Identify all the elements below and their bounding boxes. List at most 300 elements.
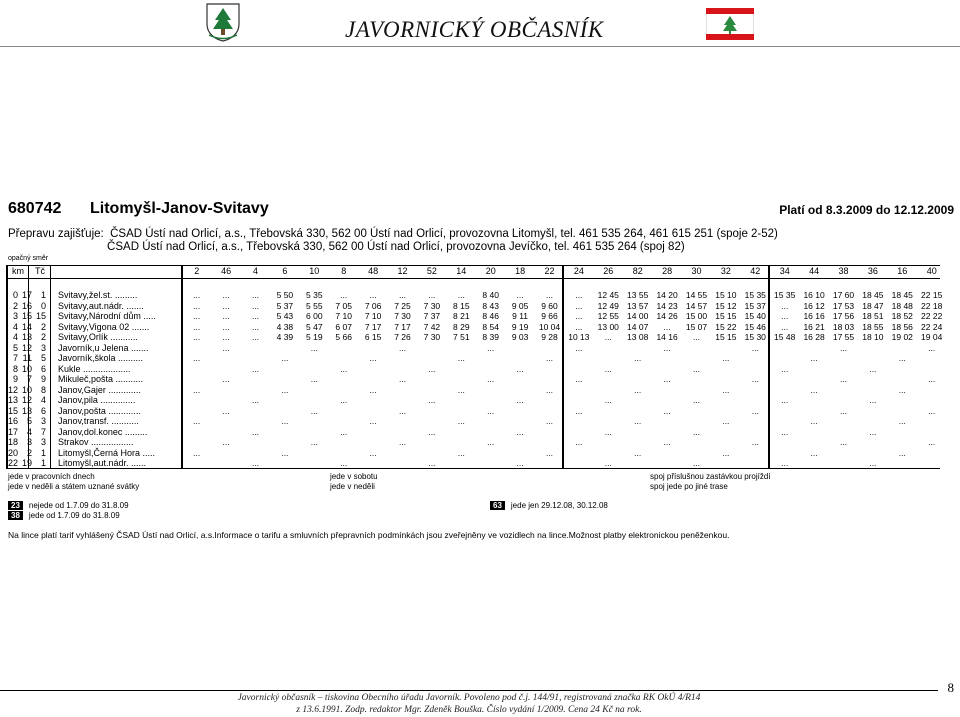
departure-time: 7 10 bbox=[364, 311, 382, 321]
stop-tc: 3 bbox=[40, 437, 46, 447]
departure-time: ... bbox=[193, 353, 201, 363]
departure-time: ... bbox=[869, 458, 877, 468]
departure-time: ... bbox=[222, 290, 230, 300]
stop-name: Janov,dol.konec ......... bbox=[58, 426, 148, 437]
trip-number: 14 bbox=[456, 266, 467, 276]
stop-km: 18 bbox=[7, 437, 18, 447]
departure-time: ... bbox=[222, 437, 230, 447]
departure-time: ... bbox=[428, 458, 436, 468]
departure-time: 16 10 bbox=[803, 290, 825, 300]
trip-number: 82 bbox=[632, 266, 643, 276]
departure-time: 4 39 bbox=[276, 332, 294, 342]
stop-tc: 8 bbox=[40, 384, 46, 395]
departure-time: ... bbox=[663, 374, 671, 384]
departure-time: ... bbox=[222, 321, 230, 332]
stop-km: 4 bbox=[12, 332, 18, 342]
stop-km: 20 bbox=[7, 447, 18, 458]
departure-time: ... bbox=[781, 321, 789, 332]
stop-rkm: 2 bbox=[26, 447, 32, 458]
departure-time: ... bbox=[428, 395, 436, 405]
stop-rkm: 11 bbox=[22, 353, 32, 363]
departure-time: ... bbox=[398, 290, 407, 300]
departure-time: 14 23 bbox=[656, 300, 678, 311]
stop-tc: 15 bbox=[35, 311, 46, 321]
departure-time: 7 26 bbox=[394, 332, 411, 342]
departure-time: 7 17 bbox=[394, 321, 411, 332]
flag-icon bbox=[706, 8, 754, 40]
departure-time: 17 60 bbox=[832, 290, 855, 300]
departure-time: 9 28 bbox=[541, 332, 558, 342]
departure-time: ... bbox=[545, 290, 554, 300]
departure-time: ... bbox=[692, 426, 701, 437]
departure-time: 5 37 bbox=[276, 300, 294, 311]
tariff-note: Na lince platí tarif vyhlášený ČSAD Ústí nad Orlicí, a.s.Informace o tarifu a smluvních přepravních podmínkách jsou zveřejněny ve vozidlech na lince.Možnost platby elektronickou peněženkou. bbox=[8, 530, 730, 540]
departure-time: ... bbox=[193, 384, 201, 395]
stop-tc: 9 bbox=[40, 374, 46, 384]
departure-time: 17 53 bbox=[832, 300, 855, 311]
departure-time: 5 55 bbox=[306, 300, 323, 311]
departure-time: ... bbox=[722, 416, 730, 426]
stop-tc: 7 bbox=[40, 426, 46, 437]
departure-time: 22 22 bbox=[921, 311, 943, 321]
departure-time: 18 52 bbox=[891, 311, 913, 321]
legend-sundays-holidays: jede v neděli a státem uznané svátky bbox=[8, 481, 140, 491]
departure-time: ... bbox=[604, 426, 612, 437]
departure-time: ... bbox=[545, 447, 554, 458]
departure-time: 18 48 bbox=[891, 300, 913, 311]
departure-time: ... bbox=[898, 447, 906, 458]
departure-time: 13 57 bbox=[627, 300, 649, 311]
legend-passes-stop: spoj příslušnou zastávkou projíždí bbox=[650, 472, 771, 481]
footer bbox=[0, 692, 938, 716]
departure-time: 15 35 bbox=[744, 290, 766, 300]
carrier-line-2: ČSAD Ústí nad Orlicí, a.s., Třebovská 330, 562 00 Ústí nad Orlicí, provozovna Jevíčko, tel. 461 535 264 (spoj 82) bbox=[8, 240, 685, 253]
departure-time: 6 07 bbox=[335, 321, 352, 332]
timetable-grid bbox=[6, 265, 943, 469]
departure-time: ... bbox=[222, 332, 230, 342]
departure-time: ... bbox=[781, 395, 789, 405]
departure-time: 7 06 bbox=[364, 300, 382, 311]
departure-time: ... bbox=[839, 342, 848, 353]
departure-time: 15 00 bbox=[685, 311, 708, 321]
stop-rkm: 10 bbox=[21, 384, 32, 395]
departure-time: 10 04 bbox=[538, 321, 561, 332]
departure-time: 13 55 bbox=[627, 290, 649, 300]
timetable-row bbox=[6, 395, 940, 406]
timetable-row bbox=[6, 364, 940, 375]
departure-time: 22 15 bbox=[921, 290, 943, 300]
trip-number: 20 bbox=[485, 266, 496, 276]
trip-number: 26 bbox=[603, 266, 614, 276]
stop-tc: 0 bbox=[40, 300, 46, 311]
departure-time: 5 50 bbox=[276, 290, 294, 300]
departure-time: ... bbox=[575, 311, 583, 321]
departure-time: ... bbox=[751, 374, 759, 384]
departure-time: ... bbox=[340, 363, 348, 374]
legend-sunday: jede v neděli bbox=[330, 481, 375, 491]
trip-number: 28 bbox=[662, 266, 673, 276]
stop-name: Janov,pila .............. bbox=[58, 395, 136, 405]
departure-time: 5 43 bbox=[276, 311, 294, 321]
stop-tc: 4 bbox=[40, 395, 46, 405]
departure-time: ... bbox=[634, 353, 642, 363]
departure-time: 18 10 bbox=[862, 332, 884, 342]
masthead-title: JAVORNICKÝ OBČASNÍK bbox=[345, 17, 604, 42]
departure-time: ... bbox=[428, 290, 436, 300]
departure-time: ... bbox=[751, 342, 759, 353]
trip-number: 10 bbox=[309, 266, 320, 276]
departure-time: ... bbox=[193, 321, 201, 332]
departure-time: ... bbox=[810, 447, 818, 458]
departure-time: ... bbox=[575, 300, 583, 311]
departure-time: 16 12 bbox=[803, 300, 825, 311]
departure-time: 8 54 bbox=[482, 321, 499, 332]
departure-time: ... bbox=[604, 395, 612, 405]
departure-time: ... bbox=[251, 363, 260, 374]
masthead bbox=[0, 0, 960, 48]
departure-time: ... bbox=[281, 416, 289, 426]
stop-tc: 3 bbox=[40, 342, 46, 353]
departure-time: ... bbox=[310, 405, 318, 416]
stop-name: Litomyšl,aut.nádr. ...... bbox=[58, 458, 147, 468]
departure-time: ... bbox=[839, 374, 848, 384]
departure-time: 5 19 bbox=[306, 332, 323, 342]
legend-left bbox=[8, 472, 139, 491]
departure-time: ... bbox=[604, 363, 612, 374]
departure-time: ... bbox=[545, 416, 554, 426]
departure-time: 12 55 bbox=[597, 311, 619, 321]
departure-time: ... bbox=[516, 363, 524, 374]
trip-number: 6 bbox=[282, 266, 288, 276]
departure-time: 18 45 bbox=[862, 290, 884, 300]
departure-time: 22 24 bbox=[921, 321, 943, 332]
timetable-row bbox=[6, 406, 940, 417]
line-name: Litomyšl-Janov-Svitavy bbox=[90, 200, 269, 217]
note-38-text: jede od 1.7.09 do 31.8.09 bbox=[28, 511, 120, 520]
timetable-row bbox=[6, 448, 940, 459]
trip-number: 18 bbox=[515, 266, 526, 276]
note-38-badge: 38 bbox=[8, 511, 23, 520]
departure-time: 15 10 bbox=[715, 290, 737, 300]
departure-time: ... bbox=[722, 353, 730, 363]
stop-rkm: 17 bbox=[21, 290, 32, 300]
stop-name: Kukle ................... bbox=[58, 363, 131, 374]
departure-time: 18 45 bbox=[891, 290, 913, 300]
departure-time: ... bbox=[340, 426, 348, 437]
stop-tc: 3 bbox=[40, 416, 46, 426]
stop-tc: 1 bbox=[40, 458, 46, 468]
departure-time: 12 45 bbox=[597, 290, 619, 300]
departure-time: ... bbox=[340, 458, 348, 468]
stop-km: 17 bbox=[7, 426, 18, 437]
departure-time: ... bbox=[692, 458, 701, 468]
stop-name: Strakov ................. bbox=[58, 437, 134, 447]
departure-time: ... bbox=[369, 384, 377, 395]
departure-time: 15 46 bbox=[744, 321, 766, 332]
trip-number: 48 bbox=[368, 266, 379, 276]
departure-time: ... bbox=[457, 290, 465, 300]
departure-time: ... bbox=[928, 374, 936, 384]
departure-time: 6 00 bbox=[306, 311, 323, 321]
departure-time: 13 00 bbox=[597, 321, 619, 332]
departure-time: 18 55 bbox=[862, 321, 884, 332]
departure-time: 14 57 bbox=[685, 300, 708, 311]
stop-rkm: 7 bbox=[26, 374, 32, 384]
stop-name: Janov,transf. ........... bbox=[58, 416, 139, 426]
stop-rkm: 3 bbox=[26, 437, 32, 447]
departure-time: ... bbox=[516, 426, 524, 437]
opposite-direction-label: opačný směr bbox=[8, 255, 49, 262]
timetable-row bbox=[6, 416, 940, 427]
departure-time: ... bbox=[781, 300, 789, 311]
carrier-line-1: Přepravu zajišťuje: ČSAD Ústí nad Orlicí, a.s., Třebovská 330, 562 00 Ústí nad Orlicí, provozovna Litomyšl, tel. 461 535 264, 461 615 251 (spoje 2-52) bbox=[8, 228, 778, 240]
departure-time: ... bbox=[251, 311, 260, 321]
departure-time: ... bbox=[457, 447, 465, 458]
stop-name: Janov,pošta ............. bbox=[58, 405, 141, 416]
departure-time: ... bbox=[281, 384, 289, 395]
departure-time: ... bbox=[369, 416, 377, 426]
stop-km: 12 bbox=[7, 384, 18, 395]
departure-time: 7 10 bbox=[335, 311, 352, 321]
masthead-rule bbox=[0, 46, 960, 47]
departure-time: ... bbox=[251, 290, 260, 300]
stop-name: Javorník,u Jelena ....... bbox=[58, 342, 149, 353]
stop-rkm: 13 bbox=[21, 405, 32, 416]
departure-time: 15 30 bbox=[744, 332, 766, 342]
stop-name: Svitavy,Vigona 02 ....... bbox=[58, 321, 150, 332]
departure-time: ... bbox=[222, 405, 230, 416]
departure-time: 12 49 bbox=[597, 300, 619, 311]
departure-time: ... bbox=[340, 395, 348, 405]
stop-km: 3 bbox=[12, 311, 18, 321]
departure-time: ... bbox=[634, 384, 642, 395]
departure-time: 9 60 bbox=[541, 300, 558, 311]
departure-time: ... bbox=[281, 447, 289, 458]
departure-time: ... bbox=[516, 290, 524, 300]
departure-time: ... bbox=[839, 437, 848, 447]
stop-km: 9 bbox=[12, 374, 18, 384]
timetable-row bbox=[6, 458, 940, 469]
departure-time: 15 40 bbox=[744, 311, 766, 321]
departure-time: ... bbox=[663, 405, 671, 416]
departure-time: ... bbox=[457, 384, 465, 395]
departure-time: 7 42 bbox=[423, 321, 441, 332]
departure-time: ... bbox=[369, 290, 377, 300]
departure-time: 9 19 bbox=[511, 321, 529, 332]
note-23-badge: 23 bbox=[8, 501, 23, 510]
departure-time: ... bbox=[251, 395, 260, 405]
departure-time: 16 21 bbox=[803, 321, 825, 332]
departure-time: ... bbox=[222, 342, 230, 353]
departure-time: ... bbox=[575, 374, 583, 384]
trip-number: 40 bbox=[926, 266, 937, 276]
timetable-row bbox=[6, 437, 940, 448]
stop-name: Mikuleč,pošta ........... bbox=[58, 374, 144, 384]
carrier-info bbox=[8, 228, 778, 253]
departure-time: ... bbox=[369, 447, 377, 458]
trip-number: 24 bbox=[573, 266, 584, 276]
departure-time: 15 22 bbox=[715, 321, 737, 332]
departure-time: 14 16 bbox=[656, 332, 678, 342]
trip-number: 42 bbox=[750, 266, 761, 276]
departure-time: ... bbox=[869, 395, 877, 405]
departure-time: ... bbox=[928, 342, 936, 353]
stop-name: Litomyšl,Černá Hora ..... bbox=[58, 447, 156, 458]
km-header: km bbox=[12, 266, 24, 276]
departure-time: 5 66 bbox=[335, 332, 352, 342]
departure-time: 7 51 bbox=[453, 332, 470, 342]
stop-km: 0 bbox=[12, 290, 18, 300]
departure-time: 17 56 bbox=[832, 311, 855, 321]
departure-time: ... bbox=[487, 374, 495, 384]
timetable-row bbox=[6, 374, 940, 385]
departure-time: ... bbox=[428, 426, 436, 437]
legend-other-route: spoj jede po jiné trase bbox=[650, 481, 728, 491]
stop-km: 8 bbox=[12, 363, 18, 374]
departure-time: 6 15 bbox=[364, 332, 382, 342]
stop-tc: 2 bbox=[40, 332, 46, 342]
stop-tc: 5 bbox=[40, 353, 46, 363]
departure-time: ... bbox=[487, 342, 495, 353]
timetable-row bbox=[6, 343, 940, 354]
departure-time: 18 56 bbox=[891, 321, 913, 332]
timetable-row bbox=[6, 300, 943, 312]
departure-time: 7 37 bbox=[423, 311, 441, 321]
stop-km: 16 bbox=[7, 416, 18, 426]
stop-rkm: 19 bbox=[21, 458, 32, 468]
departure-time: ... bbox=[634, 447, 642, 458]
stop-km: 13 bbox=[7, 395, 18, 405]
departure-time: ... bbox=[722, 447, 730, 458]
departure-time: 15 15 bbox=[715, 332, 737, 342]
departure-time: ... bbox=[398, 342, 407, 353]
stop-name: Svitavy,Národní dům ..... bbox=[58, 311, 156, 321]
departure-time: 15 37 bbox=[744, 300, 766, 311]
departure-time: ... bbox=[193, 300, 201, 311]
departure-time: ... bbox=[663, 342, 671, 353]
departure-time: ... bbox=[487, 437, 495, 447]
departure-time: ... bbox=[193, 447, 201, 458]
departure-time: ... bbox=[193, 290, 201, 300]
departure-time: 7 30 bbox=[423, 300, 441, 311]
departure-time: ... bbox=[781, 363, 789, 374]
departure-time: 8 43 bbox=[482, 300, 499, 311]
stop-km: 5 bbox=[12, 342, 18, 353]
departure-time: ... bbox=[193, 332, 201, 342]
departure-time: ... bbox=[869, 363, 877, 374]
departure-time: ... bbox=[928, 437, 936, 447]
validity-period: Platí od 8.3.2009 do 12.12.2009 bbox=[779, 203, 954, 217]
departure-time: 9 66 bbox=[541, 311, 558, 321]
departure-time: ... bbox=[222, 311, 230, 321]
departure-time: ... bbox=[457, 353, 465, 363]
departure-time: ... bbox=[575, 342, 583, 353]
departure-time: ... bbox=[340, 290, 348, 300]
departure-time: ... bbox=[398, 437, 407, 447]
departure-time: ... bbox=[369, 353, 377, 363]
stop-name: Svitavy,žel.st. ......... bbox=[58, 290, 138, 300]
legend-saturday: jede v sobotu bbox=[330, 472, 378, 481]
stop-rkm: 13 bbox=[21, 332, 32, 342]
stop-km: 2 bbox=[12, 300, 18, 311]
departure-time: 8 39 bbox=[482, 332, 499, 342]
departure-time: 15 15 bbox=[715, 311, 737, 321]
footer-rule bbox=[0, 690, 938, 691]
header-rule bbox=[6, 278, 940, 279]
trip-number: 12 bbox=[397, 266, 408, 276]
departure-time: 14 20 bbox=[656, 290, 678, 300]
stop-tc: 6 bbox=[40, 405, 46, 416]
stop-rkm: 10 bbox=[21, 363, 32, 374]
trip-number: 44 bbox=[809, 266, 820, 276]
departure-time: 14 26 bbox=[656, 311, 678, 321]
departure-time: ... bbox=[692, 363, 701, 374]
departure-time: 5 35 bbox=[306, 290, 323, 300]
stop-tc: 1 bbox=[40, 447, 46, 458]
departure-time: ... bbox=[251, 458, 260, 468]
departure-time: ... bbox=[781, 426, 789, 437]
departure-time: ... bbox=[310, 342, 318, 353]
departure-time: 8 46 bbox=[482, 311, 499, 321]
trip-number: 34 bbox=[779, 266, 790, 276]
departure-time: 18 47 bbox=[862, 300, 884, 311]
departure-time: ... bbox=[575, 405, 583, 416]
departure-time: ... bbox=[222, 300, 230, 311]
departure-time: ... bbox=[898, 384, 906, 395]
departure-time: ... bbox=[575, 321, 583, 332]
stop-name: Janov,Gajer ............. bbox=[58, 384, 141, 395]
departure-time: ... bbox=[281, 353, 289, 363]
departure-time: ... bbox=[310, 374, 318, 384]
departure-time: 7 30 bbox=[423, 332, 441, 342]
departure-time: ... bbox=[663, 321, 671, 332]
departure-time: ... bbox=[751, 405, 759, 416]
tc-header: Tč bbox=[35, 266, 45, 276]
departure-time: ... bbox=[310, 437, 318, 447]
trip-number: 4 bbox=[252, 266, 258, 276]
departure-time: ... bbox=[398, 374, 407, 384]
footer-line-1: Javornický občasník – tiskovina Obecního úřadu Javorník. Povoleno pod č.j. 144/91, registrovaná značka RK OkÚ 4/R14 bbox=[237, 693, 701, 703]
line-number: 680742 bbox=[8, 200, 62, 217]
trip-number: 46 bbox=[221, 266, 232, 276]
departure-time: 15 48 bbox=[774, 332, 796, 342]
stop-km: 15 bbox=[7, 405, 18, 416]
departure-time: ... bbox=[928, 405, 936, 416]
departure-time: 5 47 bbox=[306, 321, 323, 332]
departure-time: 7 05 bbox=[335, 300, 352, 311]
departure-time: ... bbox=[516, 458, 524, 468]
stop-rkm: 15 bbox=[21, 311, 32, 321]
departure-time: 8 40 bbox=[482, 290, 499, 300]
departure-time: 22 18 bbox=[921, 300, 943, 311]
timetable-row bbox=[6, 321, 943, 333]
departure-time: ... bbox=[839, 405, 848, 416]
departure-time: 9 11 bbox=[512, 311, 529, 321]
departure-time: 16 28 bbox=[803, 332, 825, 342]
departure-time: ... bbox=[898, 353, 906, 363]
departure-time: ... bbox=[516, 395, 524, 405]
departure-time: 15 35 bbox=[774, 290, 796, 300]
departure-time: 14 55 bbox=[685, 290, 708, 300]
departure-time: 14 07 bbox=[627, 321, 649, 332]
stop-km: 22 bbox=[7, 458, 18, 468]
stop-km: 7 bbox=[12, 353, 18, 363]
departure-time: ... bbox=[692, 395, 701, 405]
departure-time: ... bbox=[810, 353, 818, 363]
departure-time: 19 04 bbox=[921, 332, 943, 342]
departure-time: ... bbox=[193, 311, 201, 321]
footer-line-2: z 13.6.1991. Zodp. redaktor Mgr. Zdeněk Bouška. Číslo vydání 1/2009. Cena 24 Kč na rok. bbox=[296, 705, 642, 715]
